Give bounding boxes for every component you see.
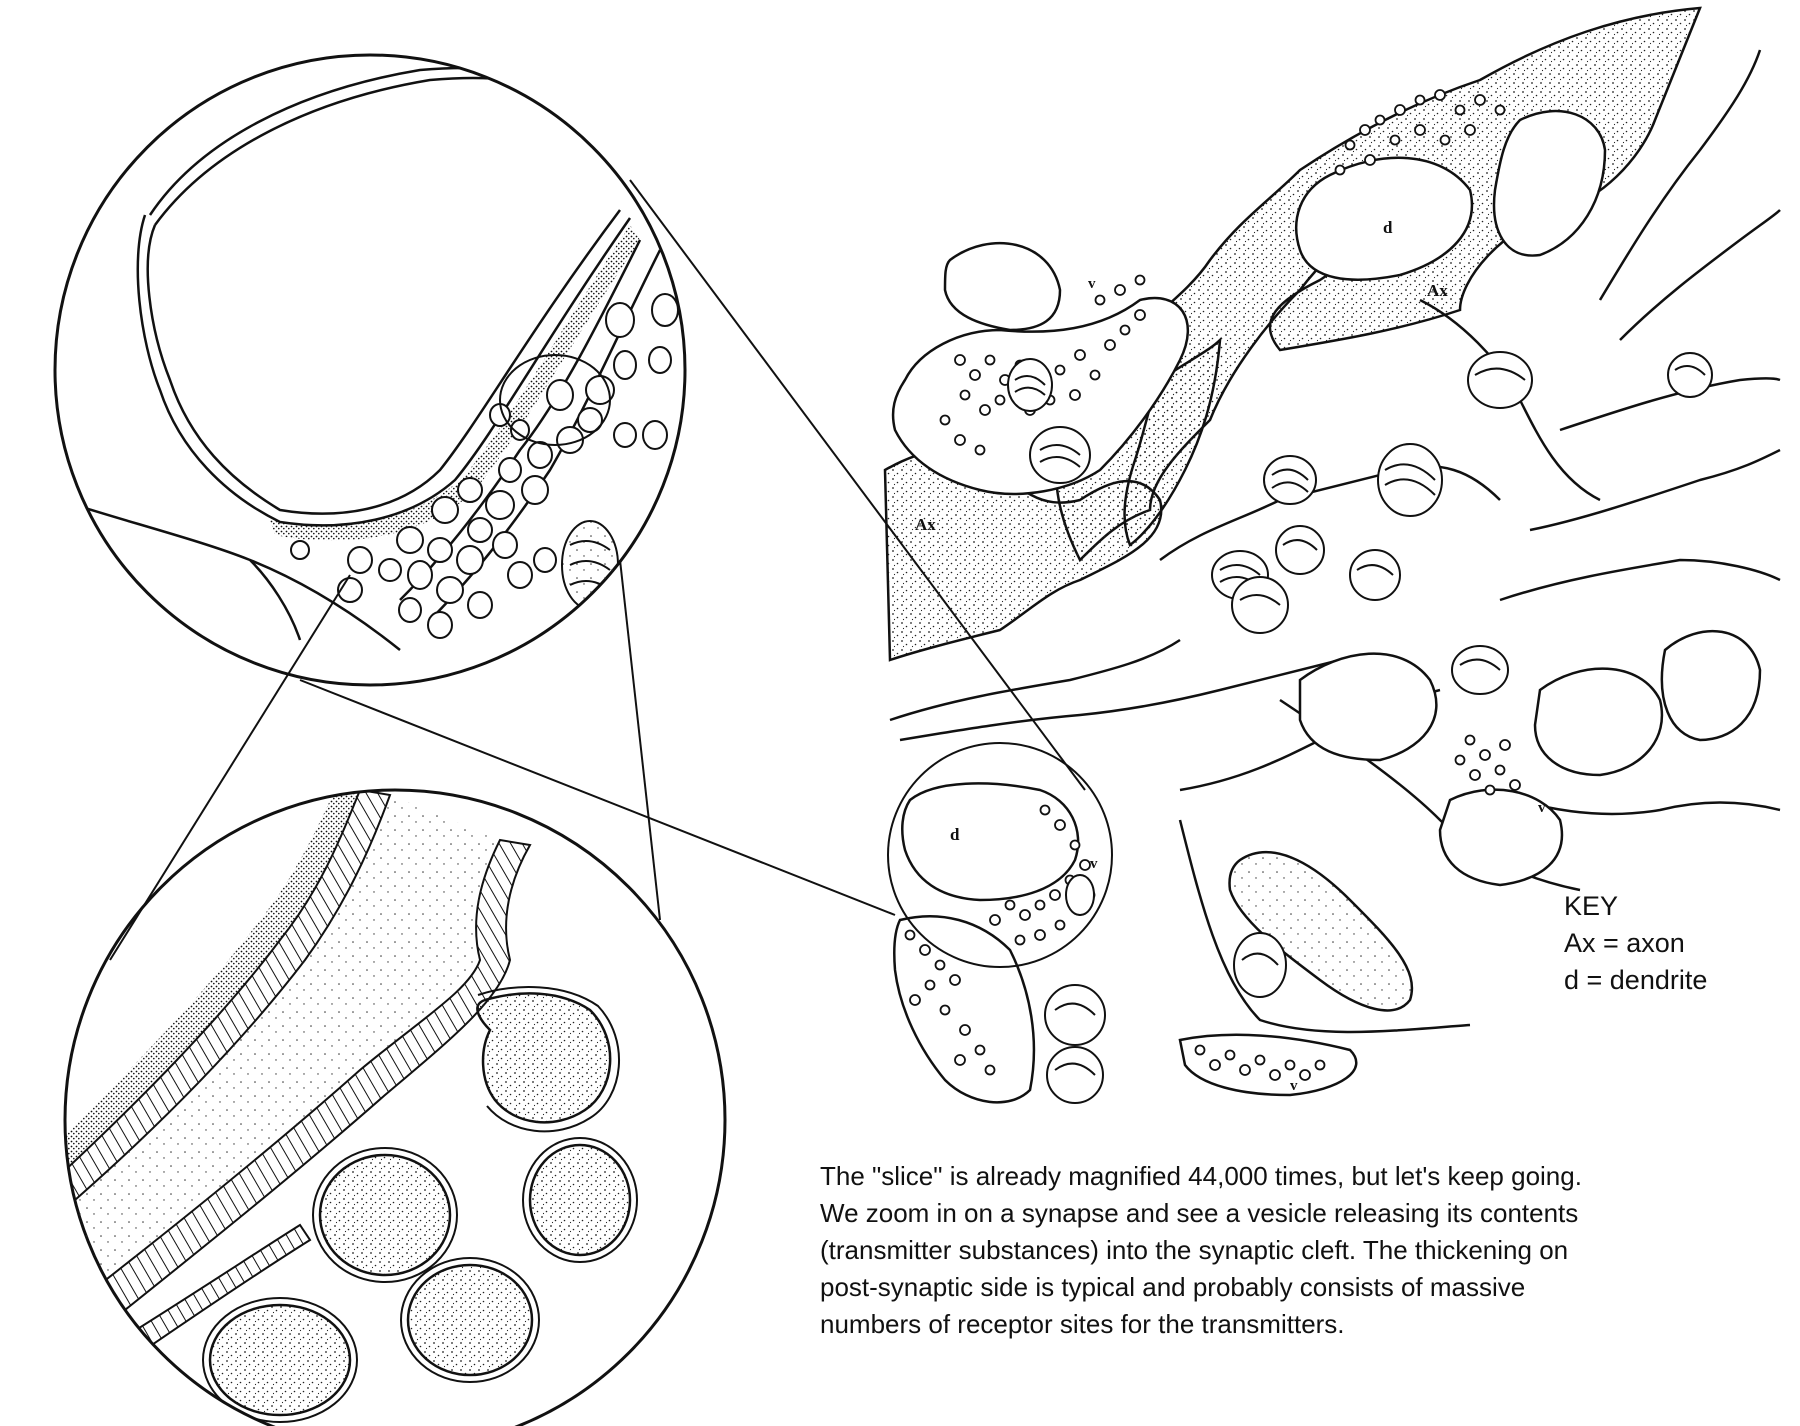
label-axon-upper: Ax <box>1427 281 1448 300</box>
dendrite-lower <box>902 783 1078 900</box>
bottom-vesicle-fusing <box>477 993 610 1122</box>
membrane-1 <box>1160 466 1500 560</box>
cell-outline-1 <box>1300 654 1436 760</box>
dendrite-profile-top <box>945 243 1060 330</box>
label-vesicle-3: v <box>1538 800 1546 816</box>
label-axon-left: Ax <box>915 515 936 534</box>
label-vesicle-4: v <box>1290 1078 1298 1094</box>
cell-outline-3 <box>1662 631 1760 740</box>
vesicle-cluster-right <box>1456 736 1521 795</box>
caption-line: post-synaptic side is typical and probably consists of massive <box>820 1272 1526 1302</box>
key-title: KEY <box>1564 891 1619 921</box>
membrane-5 <box>1530 450 1780 530</box>
key-legend <box>1564 888 1707 999</box>
vesicle-terminal-bottom-2 <box>1180 1035 1356 1095</box>
key-entry-dendrite: d = dendrite <box>1564 965 1708 995</box>
key-entry-axon: Ax = axon <box>1564 928 1685 958</box>
zoom-circle-top <box>55 55 685 685</box>
membrane-6 <box>1500 560 1780 600</box>
label-dendrite-lower: d <box>950 825 960 844</box>
caption-line: We zoom in on a synapse and see a vesicle releasing its contents <box>820 1198 1579 1228</box>
cell-outline-2 <box>1535 669 1662 775</box>
caption <box>820 1158 1780 1343</box>
axon-inclusion <box>1494 111 1605 256</box>
caption-line: The "slice" is already magnified 44,000 times, but let's keep going. <box>820 1161 1582 1191</box>
caption-line: (transmitter substances) into the synaptic cleft. The thickening on <box>820 1235 1569 1265</box>
label-vesicle-2: v <box>1090 856 1098 872</box>
caption-line: numbers of receptor sites for the transmitters. <box>820 1309 1345 1339</box>
label-dendrite-upper: d <box>1383 218 1393 237</box>
vesicle-terminal-bottom <box>894 916 1034 1102</box>
zoom-circle-bottom <box>50 780 725 1426</box>
label-vesicle-1: v <box>1088 276 1096 292</box>
